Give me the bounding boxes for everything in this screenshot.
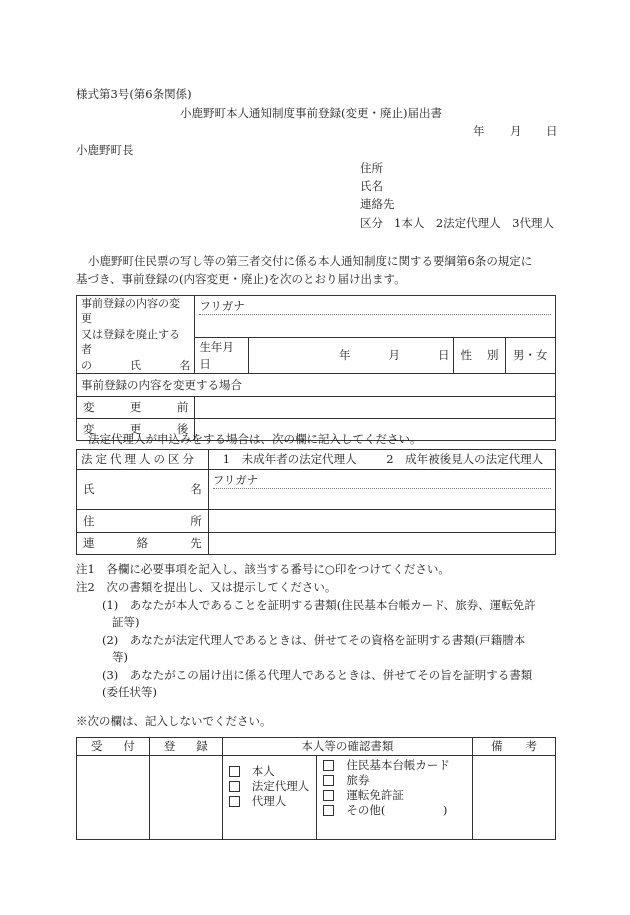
agent-table [76, 449, 556, 555]
agent-contact-label: 連 絡 先 [77, 533, 209, 555]
agent-note: 法定代理人が申込みをする場合は、次の欄に記入してください。 [88, 432, 422, 446]
after-change-label: 変 更 後 [77, 418, 195, 440]
person-type-item[interactable]: 本人 [229, 764, 311, 779]
registrant-name-field[interactable] [195, 296, 556, 338]
agent-name-field[interactable] [208, 470, 555, 510]
date-month-label: 月 [510, 124, 522, 138]
agent-category-label: 法定代理人の区分 [77, 450, 209, 470]
note-item-1-line-1: (1) あなたが本人であることを証明する書類(住民基本台帳カード、旅券、運転免許 [102, 598, 536, 612]
col-docs-header: 本人等の確認書類 [222, 738, 472, 756]
doc-type-item[interactable]: 旅券 [323, 773, 466, 788]
register-cell [149, 756, 222, 840]
remarks-cell [473, 756, 556, 840]
intro-line-2: 基づき、事前登録の(内容変更・廃止)を次のとおり届け出ます。 [76, 272, 406, 286]
date-year-label: 年 [473, 124, 485, 138]
note-1: 注1 各欄に必要事項を記入し、該当する番号に○印をつけてください。 [76, 562, 450, 576]
date-day-label: 日 [546, 124, 558, 138]
note-item-3-line-2: (委任状等) [102, 685, 157, 699]
doc-type-item[interactable]: 運転免許証 [323, 788, 466, 803]
checkbox-icon[interactable] [229, 796, 240, 807]
registrant-table [76, 295, 556, 441]
applicant-contact-label: 連絡先 [360, 197, 395, 211]
col-remarks-header: 備 考 [473, 738, 556, 756]
applicant-name-label: 氏名 [360, 179, 383, 193]
col-register-header: 登 録 [149, 738, 222, 756]
doc-type-cell [317, 756, 473, 840]
checkbox-icon[interactable] [323, 775, 334, 786]
agent-category-options[interactable]: 1 未成年者の法定代理人 2 成年被後見人の法定代理人 [208, 450, 555, 470]
form-number: 様式第3号(第6条関係) [76, 87, 192, 101]
note-item-2-line-2: 等) [112, 650, 128, 664]
note-item-1-line-2: 証等) [112, 615, 140, 629]
checkbox-icon[interactable] [323, 760, 334, 771]
checkbox-icon[interactable] [323, 805, 334, 816]
applicant-address-label: 住所 [360, 161, 383, 175]
furigana-label: フリガナ [199, 298, 551, 315]
before-change-field[interactable] [195, 396, 556, 418]
note-item-2-line-1: (2) あなたが法定代理人であるときは、併せてその資格を証明する書類(戸籍謄本 [102, 633, 526, 647]
col-receipt-header: 受 付 [77, 738, 150, 756]
doc-type-item[interactable]: 住民基本台帳カード [323, 758, 466, 773]
person-type-item[interactable]: 代理人 [229, 794, 311, 809]
dob-label: 生年月日 [195, 338, 249, 374]
change-section-label: 事前登録の内容を変更する場合 [77, 373, 556, 396]
person-type-cell [222, 756, 317, 840]
checkbox-icon[interactable] [323, 790, 334, 801]
office-use-note: ※次の欄は、記入しないでください。 [76, 714, 272, 728]
gender-options[interactable]: 男・女 [505, 338, 555, 374]
agent-address-field[interactable] [208, 510, 555, 533]
dob-field[interactable]: 年 月 日 [248, 338, 454, 374]
note-item-3-line-1: (3) あなたがこの届け出に係る代理人であるときは、併せてその旨を証明する書類 [102, 668, 533, 682]
office-use-table [76, 737, 556, 840]
person-type-list [229, 764, 311, 809]
doc-type-list [323, 758, 466, 818]
agent-address-label: 住 所 [77, 510, 209, 533]
checkbox-icon[interactable] [229, 766, 240, 777]
person-type-item[interactable]: 法定代理人 [229, 779, 311, 794]
before-change-label: 変 更 前 [77, 396, 195, 418]
checkbox-icon[interactable] [229, 781, 240, 792]
registrant-name-label-cell: 事前登録の内容の変更 又は登録を廃止する者 の 氏 名 [77, 296, 195, 374]
applicant-category-label: 区分 [360, 216, 383, 230]
agent-furigana-label: フリガナ [213, 472, 551, 489]
page-title: 小鹿野町本人通知制度事前登録(変更・廃止)届出書 [180, 106, 442, 120]
applicant-category-options: 1本人 2法定代理人 3代理人 [394, 216, 554, 230]
agent-name-label: 氏 名 [77, 470, 209, 510]
gender-label: 性 別 [454, 338, 505, 374]
agent-contact-field[interactable] [208, 533, 555, 555]
addressee: 小鹿野町長 [76, 143, 134, 157]
intro-line-1: 小鹿野町住民票の写し等の第三者交付に係る本人通知制度に関する要綱第6条の規定に [88, 254, 533, 268]
receipt-cell [77, 756, 150, 840]
note-2: 注2 次の書類を提出し、又は提示してください。 [76, 580, 337, 594]
doc-type-item[interactable]: その他( ) [323, 803, 466, 818]
